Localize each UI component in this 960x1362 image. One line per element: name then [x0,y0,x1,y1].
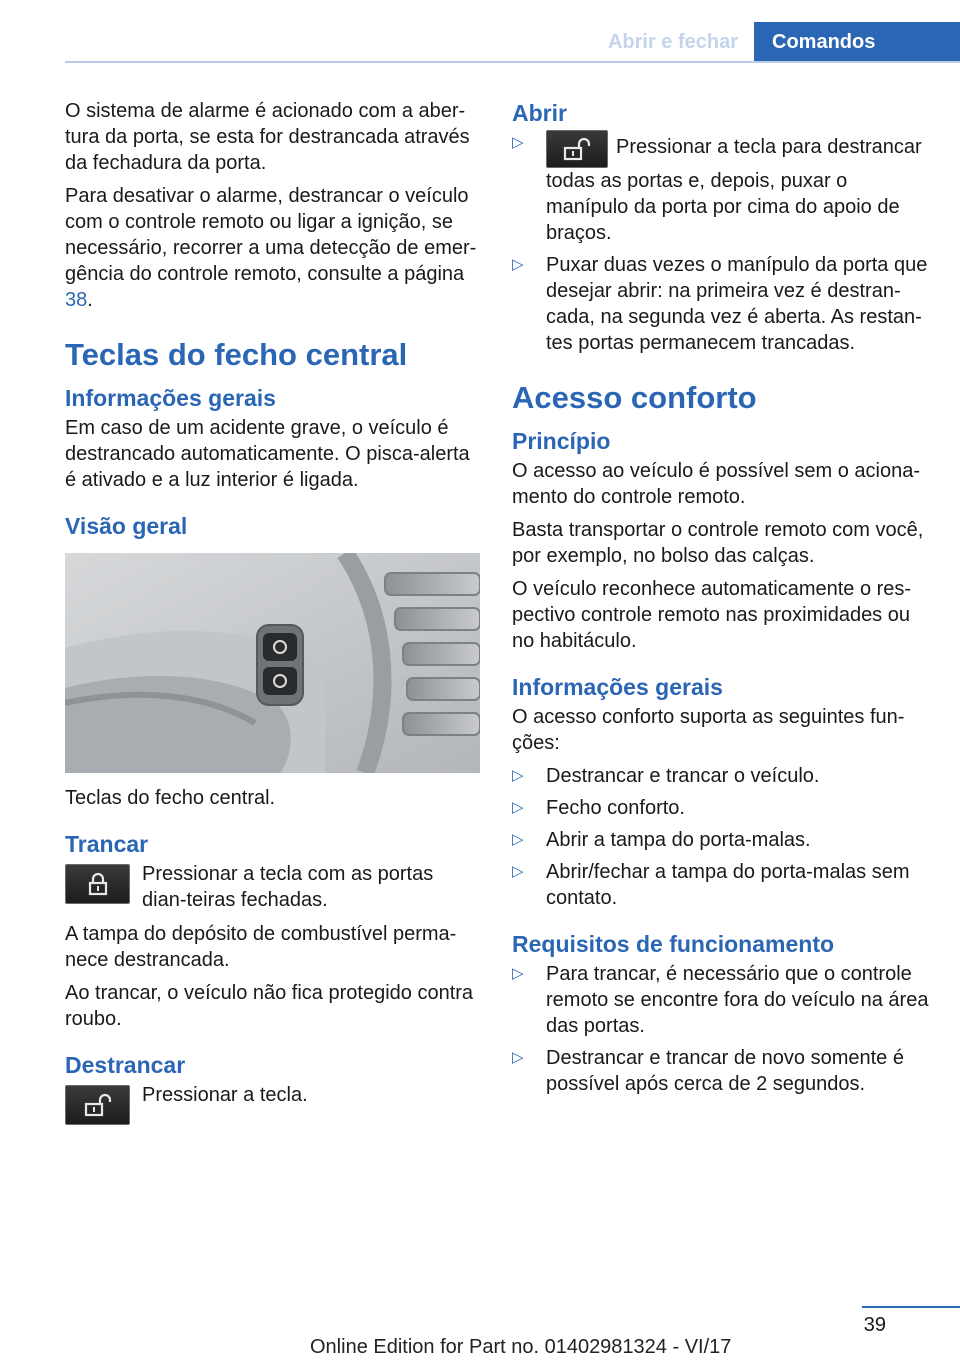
triangle-bullet-icon: ▷ [512,256,524,273]
principle-paragraph-1: O acesso ao veículo é possível sem o aciona-mento do controle remoto. [512,460,920,508]
door-panel-photo [65,553,480,773]
list-item [512,130,932,246]
triangle-bullet-icon: ▷ [512,1049,524,1066]
heading-open: Abrir [512,100,567,126]
unlock-key-row [65,1082,481,1125]
heading-general-info: Informações gerais [65,385,276,411]
lock-instruction: Pressionar a tecla com as portas dian-teiras fechadas. [142,863,434,911]
list-item-text: Destrancar e trancar o veículo. [546,765,820,787]
tab-chapter[interactable]: Comandos [754,22,960,62]
open-item-text: Pressionar a tecla para destrancar todas as portas e, depois, puxar o manípulo da porta por cima do apoio de braços. [546,136,922,244]
list-item [512,795,932,821]
list-item [512,252,932,356]
lock-note-2: Ao trancar, o veículo não fica protegido contra roubo. [65,982,474,1030]
comfort-info-paragraph: O acesso conforto suporta as seguintes fun-ções: [512,706,905,754]
list-item [512,763,932,789]
header-tabs [592,22,960,62]
intro-paragraph-2: Para desativar o alarme, destrancar o veículo com o controle remoto ou ligar a ignição, se necessário, recorrer a uma detecção de emer-gência do controle remoto, consulte a página 38. [65,185,477,311]
list-item [512,961,932,1039]
principle-paragraph-2: Basta transportar o controle remoto com você, por exemplo, no bolso das calças. [512,519,924,567]
heading-requirements: Requisitos de funcionamento [512,931,835,957]
section-title-central-locking: Teclas do fecho central [65,337,408,372]
open-list [512,130,932,356]
open-item-text: Puxar duas vezes o manípulo da porta que desejar abrir: na primeira vez é destran-cada, na segunda vez é aberta. As restan-tes portas permanecem trancadas. [546,254,928,354]
tab-section[interactable]: Abrir e fechar [607,31,738,53]
unlock-key-icon [65,1085,130,1125]
lock-note-1: A tampa do depósito de combustível perma-nece destrancada. [65,923,457,971]
triangle-bullet-icon: ▷ [512,965,524,982]
list-item-text: Abrir a tampa do porta-malas. [546,829,811,851]
edition-footer: Online Edition for Part no. 01402981324 - VI/17 [310,1336,732,1358]
list-item-text: Para trancar, é necessário que o controle remoto se encontre fora do veículo na área das portas. [546,963,929,1037]
photo-caption: Teclas do fecho central. [65,787,276,809]
list-item-text: Fecho conforto. [546,797,685,819]
heading-principle: Princípio [512,428,611,454]
list-item-text: Abrir/fechar a tampa do porta-malas sem contato. [546,861,910,909]
section-title-comfort-access: Acesso conforto [512,380,757,415]
triangle-bullet-icon: ▷ [512,134,524,151]
list-item-text: Destrancar e trancar de novo somente é possível após cerca de 2 segundos. [546,1047,904,1095]
footer-rule [862,1306,960,1308]
list-item [512,1045,932,1097]
requirements-list [512,961,932,1097]
triangle-bullet-icon: ▷ [512,831,524,848]
triangle-bullet-icon: ▷ [512,799,524,816]
heading-overview: Visão geral [65,513,188,539]
unlock-key-icon [546,130,608,168]
triangle-bullet-icon: ▷ [512,863,524,880]
lock-key-row [65,861,481,913]
left-column [65,98,481,1133]
heading-unlock: Destrancar [65,1052,186,1078]
triangle-bullet-icon: ▷ [512,767,524,784]
door-panel-illustration [65,553,480,773]
list-item [512,859,932,911]
general-info-paragraph: Em caso de um acidente grave, o veículo é destrancado automaticamente. O pisca-alerta é ativado e a luz interior é ligada. [65,417,470,491]
lock-key-icon [65,864,130,904]
list-item [512,827,932,853]
unlock-instruction: Pressionar a tecla. [142,1084,308,1106]
intro-paragraph-2-text: Para desativar o alarme, destrancar o veículo com o controle remoto ou ligar a ignição, se necessário, recorrer a uma detecção de emer-gência do controle remoto, consulte a página [65,185,477,285]
header-rule [65,61,960,63]
heading-lock: Trancar [65,831,149,857]
heading-general-info-comfort: Informações gerais [512,674,723,700]
comfort-functions-list [512,763,932,911]
page-number: 39 [863,1314,886,1336]
right-column [512,98,932,1103]
principle-paragraph-3: O veículo reconhece automaticamente o res-pectivo controle remoto nas proximidades ou no habitáculo. [512,578,912,652]
page-link[interactable]: 38 [65,289,88,311]
intro-paragraph-1: O sistema de alarme é acionado com a aber-tura da porta, se esta for destrancada através da fechadura da porta. [65,100,470,174]
